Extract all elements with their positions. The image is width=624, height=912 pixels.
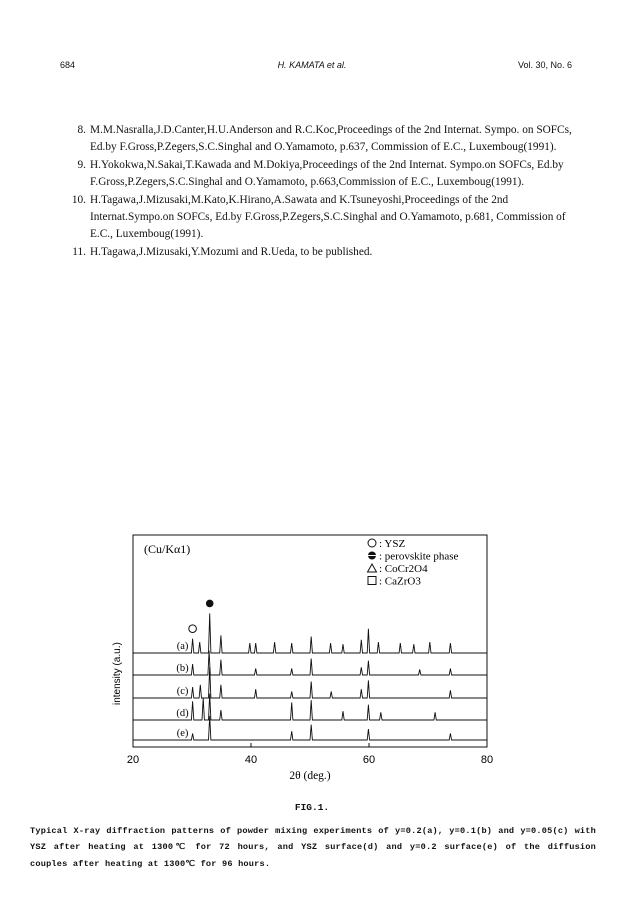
open-square-icon bbox=[368, 577, 376, 585]
ref-text: H.Tagawa,J.Mizusaki,Y.Mozumi and R.Ueda, to be published. bbox=[90, 245, 373, 258]
ref-text: H.Tagawa,J.Mizusaki,M.Kato,K.Hirano,A.Sawata and K.Tsuneyoshi,Proceedings of the 2nd Internat.Sympo.on SOFCs, Ed.by F.Gross,P.Zegers,S.C.Singhal and O.Yamamoto, p.681, Commission of E.C., Luxemboug(1991). bbox=[90, 193, 566, 241]
authors: H. KAMATA et al. bbox=[277, 60, 347, 70]
open-circle-icon bbox=[368, 539, 376, 547]
legend-item bbox=[368, 576, 421, 588]
legend-item bbox=[368, 538, 405, 550]
ysz-marker-icon bbox=[189, 625, 197, 633]
trace-label: (b) bbox=[176, 663, 189, 674]
legend-label: : YSZ bbox=[379, 538, 406, 550]
x-ticks bbox=[127, 743, 493, 766]
volume-info: Vol. 30, No. 6 bbox=[517, 60, 572, 70]
figure-caption: Typical X-ray diffraction patterns of powder mixing experiments of y=0.2(a), y=0.1(b) and y=0.05(c) with YSZ after heating at 1300℃ for 72 hours, and YSZ surface(d) and y=0.2 surface(e) of the diffusion couples after heating at 1300℃ for 96 hours. bbox=[30, 826, 596, 869]
legend-item bbox=[368, 551, 459, 563]
legend-item bbox=[368, 563, 429, 575]
legend bbox=[368, 538, 459, 588]
x-axis-label: 2θ (deg.) bbox=[289, 770, 331, 782]
legend-label: : CaZrO3 bbox=[379, 575, 421, 588]
trace-label: (d) bbox=[176, 708, 189, 719]
trace-label: (e) bbox=[176, 728, 189, 739]
ref-number: 9. bbox=[77, 158, 86, 171]
radiation-label: (Cu/Kα1) bbox=[144, 542, 191, 556]
ref-number: 10. bbox=[71, 193, 86, 206]
traces bbox=[133, 613, 487, 740]
figure-label: FIG.1. bbox=[294, 802, 330, 813]
x-tick-label: 40 bbox=[244, 754, 258, 766]
y-axis-label: intensity (a.u.) bbox=[112, 642, 123, 705]
perovskite-marker-icon bbox=[206, 600, 214, 608]
ref-text: M.M.Nasralla,J.D.Canter,H.U.Anderson and R.C.Koc,Proceedings of the 2nd Internat. Sympo. on SOFCs, Ed.by F.Gross,P.Zegers,S.C.Singhal and O.Yamamoto, p.637, Commission of E.C., Luxemboug(1991). bbox=[90, 124, 572, 154]
ref-text: H.Yokokwa,N.Sakai,T.Kawada and M.Dokiya,Proceedings of the 2nd Internat. Sympo.on SOFCs, Ed.by F.Gross,P.Zegers,S.C.Singhal and O.Yamamoto, p.663,Commission of E.C., Luxemboug(1991). bbox=[90, 158, 564, 189]
ref-number: 8. bbox=[77, 124, 86, 136]
legend-label: : perovskite phase bbox=[379, 550, 459, 563]
trace-label: (a) bbox=[176, 641, 189, 652]
legend-label: : CoCr2O4 bbox=[379, 563, 428, 575]
ref-number: 11. bbox=[72, 245, 86, 258]
x-tick-label: 80 bbox=[480, 754, 494, 766]
page-number: 684 bbox=[60, 60, 76, 70]
trace-label: (c) bbox=[176, 686, 189, 697]
x-tick-label: 20 bbox=[126, 754, 140, 766]
open-triangle-icon bbox=[368, 564, 377, 572]
x-tick-label: 60 bbox=[362, 754, 376, 766]
